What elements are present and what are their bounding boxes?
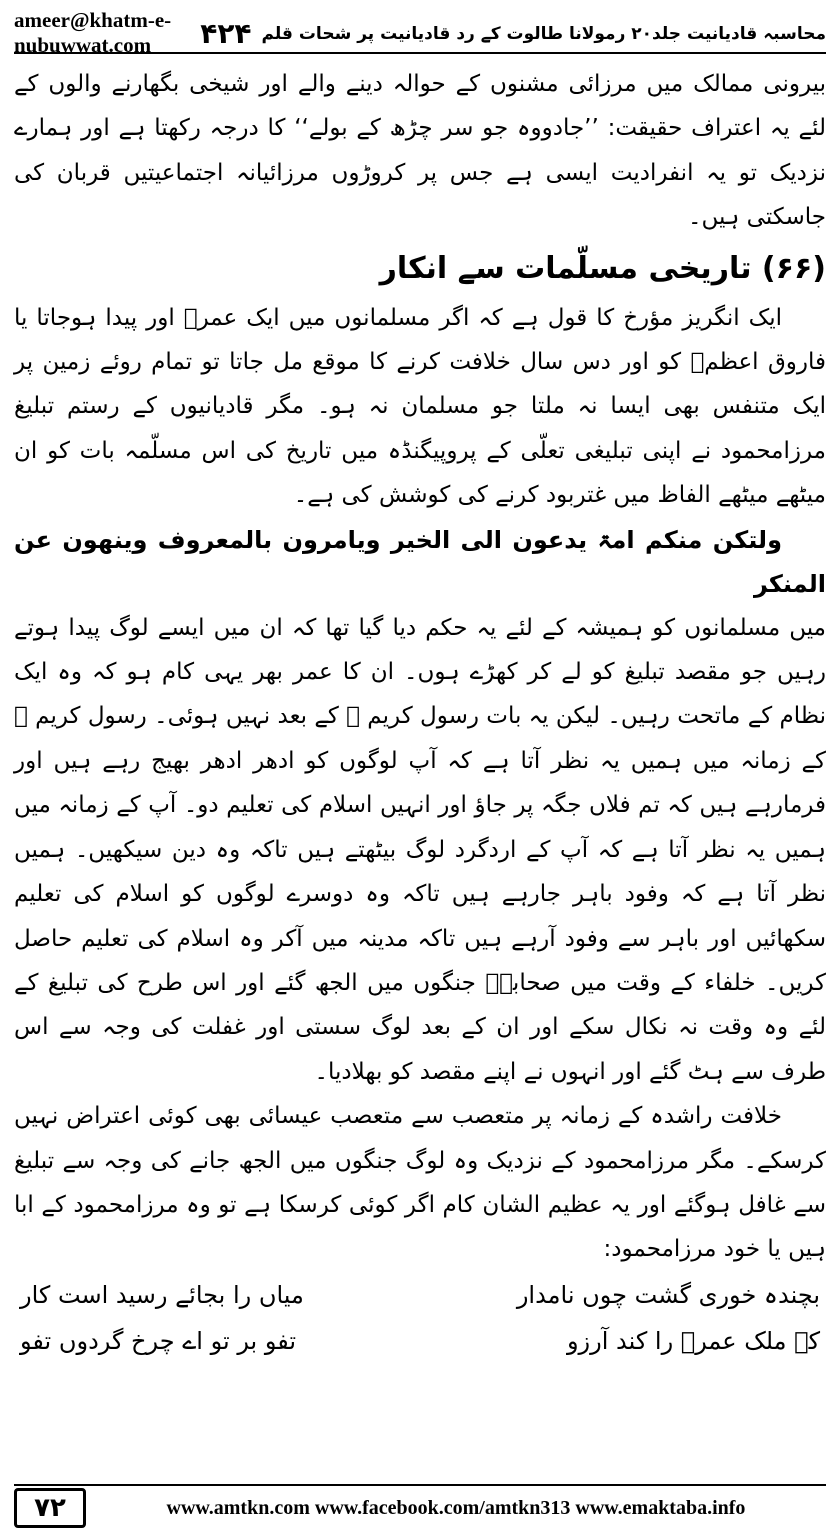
footer-page-number: ۷۲	[14, 1488, 86, 1528]
couplet-2-first-hemistich: کہ ملک عمرؓ را کند آرزو	[566, 1326, 820, 1355]
persian-couplet-1	[20, 1272, 820, 1318]
header-page-number: ۴۲۴	[200, 16, 252, 50]
paragraph-historian-quote: ایک انگریز مؤرخ کا قول ہے کہ اگر مسلمانوں میں ایک عمرؓ اور پیدا ہوجاتا یا فاروق اعظمؓ کو اور دس سال خلافت کرنے کا موقع مل جاتا تو تمام روئے زمین پر ایک متنفس بھی ایسا نہ ملتا جو مسلمان نہ ہو۔ مگر قادیانیوں کے رستم تبلیغ مرزامحمود نے اپنی تبلیغی تعلّی کے پروپیگنڈہ میں تاریخ کی اس مسلّمہ بات کو ان میٹھے میٹھے الفاظ میں غتربود کرنے کی کوشش کی ہے۔	[14, 304, 826, 509]
header-email: ameer@khatm-e-nubuwwat.com	[14, 8, 172, 57]
quranic-verse: ولتکن منکم امۃ یدعون الی الخیر ویامرون بالمعروف وینھون عن المنکر	[14, 525, 826, 598]
couplet-1-first-hemistich: بچندہ خوری گشت چوں نامدار	[516, 1280, 820, 1309]
header-title-group	[200, 17, 826, 50]
paragraph-intro: بیرونی ممالک میں مرزائی مشنوں کے حوالہ دینے والے اور شیخی بگھارنے والوں کے لئے یہ اعتراف حقیقت: ’’جادووہ جو سر چڑھ کے بولے‘‘ کا درجہ رکھتا ہے اور ہمارے نزدیک تو یہ انفرادیت ایسی ہے جس پر کروڑوں مرزائیانہ اجتماعیتیں قربان کی جاسکتی ہیں۔	[14, 71, 826, 231]
page-footer	[14, 1484, 826, 1530]
persian-couplet-2	[20, 1318, 820, 1364]
paragraph-rebuttal: خلافت راشدہ کے زمانہ پر متعصب سے متعصب عیسائی بھی کوئی اعتراض نہیں کرسکے۔ مگر مرزامحمود کے نزدیک وہ لوگ جنگوں میں الجھ جانے کی وجہ سے تبلیغ سے غافل ہوگئے اور یہ عظیم الشان کام اگر کوئی کرسکا ہے تو وہ مرزامحمود کے ابا ہیں یا خود مرزامحمود:	[14, 1103, 826, 1263]
section-heading: (۶۶) تاریخی مسلّمات سے انکار	[379, 250, 826, 286]
page-header	[14, 8, 826, 57]
couplet-2-second-hemistich: تفو بر تو اے چرخ گردوں تفو	[20, 1326, 297, 1355]
book-title: محاسبہ قادیانیت جلد۲۰ رمولانا طالوت کے رد قادیانیت پر شحات قلم	[261, 23, 826, 44]
footer-website-links: www.amtkn.com www.facebook.com/amtkn313 www.emaktaba.info	[166, 1496, 746, 1519]
couplet-1-second-hemistich: میاں را بجائے رسید است کار	[20, 1280, 304, 1309]
page-body	[14, 62, 826, 1478]
paragraph-quotation: میں مسلمانوں کو ہمیشہ کے لئے یہ حکم دیا گیا تھا کہ ان میں ایسے لوگ پیدا ہوتے رہیں جو مقصد تبلیغ کو لے کر کھڑے ہوں۔ ان کا عمر بھر یہی کام ہو کہ وہ ایک نظام کے ماتحت رہیں۔ لیکن یہ بات رسول کریم ﷺ کے بعد نہیں ہوئی۔ رسول کریم ﷺ کے زمانہ میں ہمیں یہ نظر آتا ہے کہ آپ لوگوں کو ادھر ادھر بھیج رہے ہیں اور فرمارہے ہیں کہ تم فلاں جگہ پر جاؤ اور انہیں اسلام کی تعلیم دو۔ آپ کے زمانہ میں ہمیں یہ نظر آتا ہے کہ آپ کے اردگرد لوگ بیٹھتے ہیں تاکہ وہ دین سیکھیں۔ ہمیں نظر آتا ہے کہ وفود باہر جارہے ہیں تاکہ وہ دوسرے لوگوں کو اسلام کی تعلیم سکھائیں اور باہر سے وفود آرہے ہیں تاکہ مدینہ میں آکر وہ اسلام کی تعلیم حاصل کریں۔ خلفاء کے وقت میں صحابہؓ جنگوں میں الجھ گئے اور اس طرح کی تبلیغ کے لئے وہ وقت نہ نکال سکے اور ان کے بعد لوگ سستی اور غفلت کی وجہ سے اس طرف سے ہٹ گئے اور انہوں نے اپنے مقصد کو بھلادیا۔	[14, 614, 826, 1085]
